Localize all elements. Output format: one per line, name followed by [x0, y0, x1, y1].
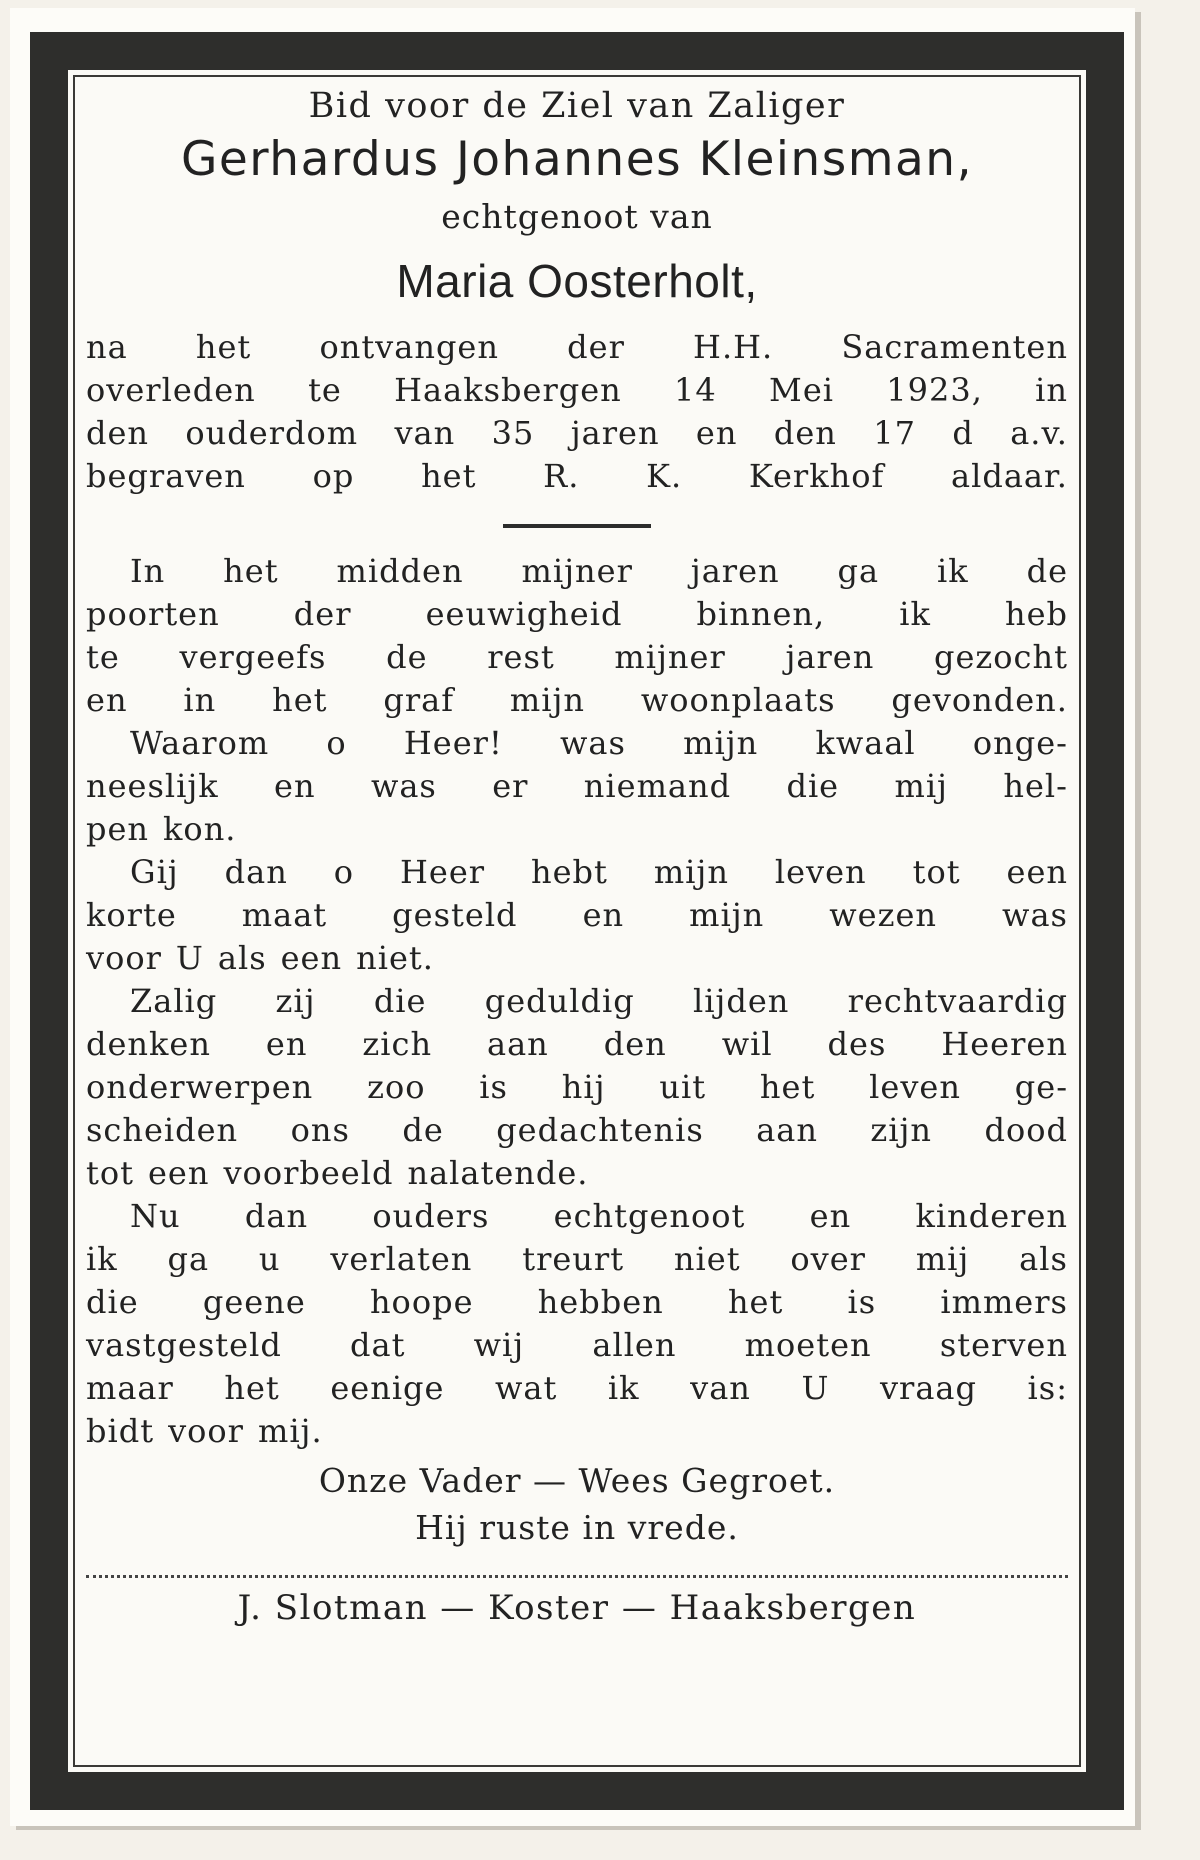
word: mijn — [683, 724, 759, 762]
word: zoo — [367, 1068, 426, 1106]
word: en — [86, 681, 128, 719]
word: denken — [86, 1025, 211, 1063]
word: leven — [774, 853, 867, 891]
memorial-card — [10, 8, 1135, 1826]
text-line — [86, 1281, 1068, 1324]
word: nalatende. — [407, 1154, 589, 1192]
word: voor — [86, 939, 162, 977]
word: de — [386, 638, 428, 676]
word: lijden — [692, 982, 790, 1020]
word: scheiden — [86, 1111, 239, 1149]
word: geene — [202, 1283, 306, 1321]
word: en — [582, 896, 625, 934]
word: korte — [86, 896, 177, 934]
word: ons — [290, 1111, 350, 1149]
word: was — [370, 767, 437, 805]
word: was — [560, 724, 626, 762]
text-line — [86, 1023, 1068, 1066]
word: H.H. — [693, 328, 774, 366]
word: woonplaats — [640, 681, 836, 719]
word: eenige — [330, 1369, 445, 1407]
spouse-name: Maria Oosterholt, — [396, 255, 758, 307]
word: vastgesteld — [86, 1326, 282, 1364]
word: Mei — [769, 371, 834, 409]
word: des — [827, 1025, 887, 1063]
word: Kerkhof — [748, 457, 885, 495]
text-line — [86, 1238, 1068, 1281]
word: van — [394, 414, 456, 452]
word: en — [695, 414, 738, 452]
word: o — [333, 853, 355, 891]
word: hel- — [1003, 767, 1068, 805]
relation-text: echtgenoot van — [441, 197, 713, 236]
word: R. — [543, 457, 580, 495]
text-line — [86, 1367, 1068, 1410]
word: mij — [915, 1240, 970, 1278]
prayer-line: Onze Vader — Wees Gegroet. — [318, 1461, 836, 1500]
text-line — [86, 765, 1068, 808]
word: zich — [362, 1025, 433, 1063]
word: U — [801, 1369, 830, 1407]
text-line — [86, 326, 1068, 369]
word: zij — [275, 982, 316, 1020]
word: jaren — [785, 638, 875, 676]
word: ga — [167, 1240, 210, 1278]
text-line — [86, 894, 1068, 937]
text-line — [86, 369, 1068, 412]
word: Waarom — [130, 724, 270, 762]
word: treurt — [522, 1240, 625, 1278]
word: ge- — [1014, 1068, 1068, 1106]
word: overleden — [86, 371, 256, 409]
word: dan — [224, 853, 288, 891]
divider-rule — [503, 524, 651, 528]
dotted-divider — [86, 1575, 1068, 1578]
word: jaren — [570, 414, 660, 452]
word: wat — [495, 1369, 558, 1407]
rest-in-peace-line: Hij ruste in vrede. — [415, 1508, 739, 1547]
word: dat — [350, 1326, 406, 1364]
word: was — [1002, 896, 1068, 934]
word: aldaar. — [951, 457, 1068, 495]
word: wij — [473, 1326, 525, 1364]
text-line — [86, 808, 1068, 851]
word: hebben — [537, 1283, 664, 1321]
word: o — [326, 724, 347, 762]
word: sterven — [939, 1326, 1068, 1364]
word: den — [603, 1025, 667, 1063]
word: leven — [869, 1068, 961, 1106]
word: d — [952, 414, 974, 452]
word: niet — [673, 1240, 741, 1278]
word: 1923, — [886, 371, 983, 409]
word: kinderen — [915, 1197, 1068, 1235]
word: die — [373, 982, 427, 1020]
word: vraag — [879, 1369, 977, 1407]
word: Heeren — [941, 1025, 1068, 1063]
word: voorbeeld — [223, 1154, 394, 1192]
text-line — [86, 455, 1068, 498]
word: aan — [756, 1111, 818, 1149]
word: vergeefs — [179, 638, 327, 676]
word: geduldig — [484, 982, 635, 1020]
text-line — [86, 593, 1068, 636]
text-line — [86, 412, 1068, 455]
text-line — [86, 1066, 1068, 1109]
word: den — [773, 414, 837, 452]
text-line — [86, 1109, 1068, 1152]
word: Gij — [130, 853, 179, 891]
word: gevonden. — [891, 681, 1068, 719]
word: U — [175, 939, 204, 977]
word: kon. — [163, 810, 237, 848]
word: uit — [659, 1068, 707, 1106]
word: Zalig — [130, 982, 218, 1020]
word: pen — [86, 810, 150, 848]
word: Haaksbergen — [394, 371, 622, 409]
word: niet. — [356, 939, 434, 977]
word: maat — [241, 896, 328, 934]
word: en — [274, 767, 316, 805]
word: 14 — [674, 371, 717, 409]
text-line — [86, 679, 1068, 722]
word: ik — [86, 1240, 118, 1278]
text-line — [86, 937, 1068, 980]
word: ouderdom — [185, 414, 359, 452]
word: 17 — [873, 414, 916, 452]
death-notice-text — [86, 326, 1068, 498]
word: tot — [912, 853, 961, 891]
word: tot — [86, 1154, 134, 1192]
word: der — [293, 595, 352, 633]
word: voor — [168, 1412, 244, 1450]
word: in — [1035, 371, 1068, 409]
word: Heer! — [403, 724, 503, 762]
word: rechtvaardig — [847, 982, 1068, 1020]
text-line — [86, 550, 1068, 593]
word: Sacramenten — [841, 328, 1068, 366]
word: mijn — [653, 853, 729, 891]
word: rest — [487, 638, 555, 676]
word: is — [847, 1283, 877, 1321]
word: het — [195, 328, 252, 366]
word: wil — [721, 1025, 773, 1063]
word: hij — [561, 1068, 606, 1106]
word: niemand — [583, 767, 732, 805]
word: een — [1006, 853, 1068, 891]
word: te — [308, 371, 342, 409]
word: ik — [607, 1369, 640, 1407]
text-line — [86, 1152, 1068, 1195]
word: ouders — [372, 1197, 490, 1235]
text-line — [86, 722, 1068, 765]
word: mijner — [614, 638, 726, 676]
word: het — [727, 1283, 784, 1321]
word: dan — [244, 1197, 309, 1235]
word: het — [421, 457, 477, 495]
word: binnen, — [696, 595, 826, 633]
word: hoope — [369, 1283, 474, 1321]
word: hebt — [530, 853, 608, 891]
word: die — [86, 1283, 139, 1321]
word: midden — [336, 552, 464, 590]
word: mij. — [257, 1412, 323, 1450]
card-content — [86, 80, 1068, 1760]
word: kwaal — [815, 724, 916, 762]
word: begraven — [86, 457, 246, 495]
word: heb — [1004, 595, 1068, 633]
deceased-name: Gerhardus Johannes Kleinsman, — [180, 132, 974, 187]
word: mijn — [509, 681, 585, 719]
word: mijner — [521, 552, 633, 590]
word: echtgenoot — [553, 1197, 746, 1235]
word: verlaten — [330, 1240, 473, 1278]
word: graf — [383, 681, 455, 719]
word: ik — [937, 552, 969, 590]
word: is: — [1027, 1369, 1068, 1407]
text-line — [86, 1410, 1068, 1453]
word: er — [492, 767, 529, 805]
word: over — [790, 1240, 866, 1278]
word: gedachtenis — [496, 1111, 704, 1149]
word: In — [130, 552, 166, 590]
word: den — [86, 414, 150, 452]
word: eeuwigheid — [425, 595, 623, 633]
word: mijn — [689, 896, 765, 934]
word: ontvangen — [319, 328, 499, 366]
word: de — [402, 1111, 444, 1149]
word: gezocht — [933, 638, 1068, 676]
word: moeten — [744, 1326, 872, 1364]
word: in — [183, 681, 217, 719]
word: van — [690, 1369, 751, 1407]
word: en — [809, 1197, 852, 1235]
text-line — [86, 1195, 1068, 1238]
word: de — [1026, 552, 1068, 590]
printer-credit: J. Slotman — Koster — Haaksbergen — [237, 1588, 917, 1628]
word: neeslijk — [86, 767, 219, 805]
word: een — [280, 939, 343, 977]
word: te — [86, 638, 120, 676]
word: allen — [592, 1326, 677, 1364]
word: dood — [984, 1111, 1068, 1149]
word: der — [567, 328, 625, 366]
text-line — [86, 1324, 1068, 1367]
text-line — [86, 636, 1068, 679]
word: onge- — [972, 724, 1068, 762]
word: Heer — [399, 853, 486, 891]
word: als — [1019, 1240, 1068, 1278]
word: en — [265, 1025, 308, 1063]
word: het — [224, 1369, 280, 1407]
word: als — [217, 939, 267, 977]
word: ga — [837, 552, 880, 590]
word: wezen — [829, 896, 938, 934]
card-heading: Bid voor de Ziel van Zaliger — [308, 86, 846, 126]
word: het — [223, 552, 279, 590]
text-line — [86, 851, 1068, 894]
text-line — [86, 980, 1068, 1023]
word: een — [147, 1154, 210, 1192]
word: aan — [487, 1025, 549, 1063]
word: ik — [899, 595, 931, 633]
word: onderwerpen — [86, 1068, 314, 1106]
word: bidt — [86, 1412, 155, 1450]
word: Nu — [130, 1197, 181, 1235]
memorial-verse — [86, 550, 1068, 1453]
word: zijn — [870, 1111, 933, 1149]
word: die — [786, 767, 840, 805]
word: na — [86, 328, 128, 366]
word: het — [759, 1068, 816, 1106]
word: u — [258, 1240, 281, 1278]
word: K. — [646, 457, 683, 495]
word: poorten — [86, 595, 220, 633]
word: mij — [894, 767, 948, 805]
word: maar — [86, 1369, 174, 1407]
word: immers — [940, 1283, 1068, 1321]
word: jaren — [690, 552, 780, 590]
word: is — [479, 1068, 508, 1106]
word: gesteld — [392, 896, 518, 934]
word: a.v. — [1010, 414, 1068, 452]
word: op — [312, 457, 355, 495]
word: 35 — [491, 414, 535, 452]
word: het — [272, 681, 328, 719]
